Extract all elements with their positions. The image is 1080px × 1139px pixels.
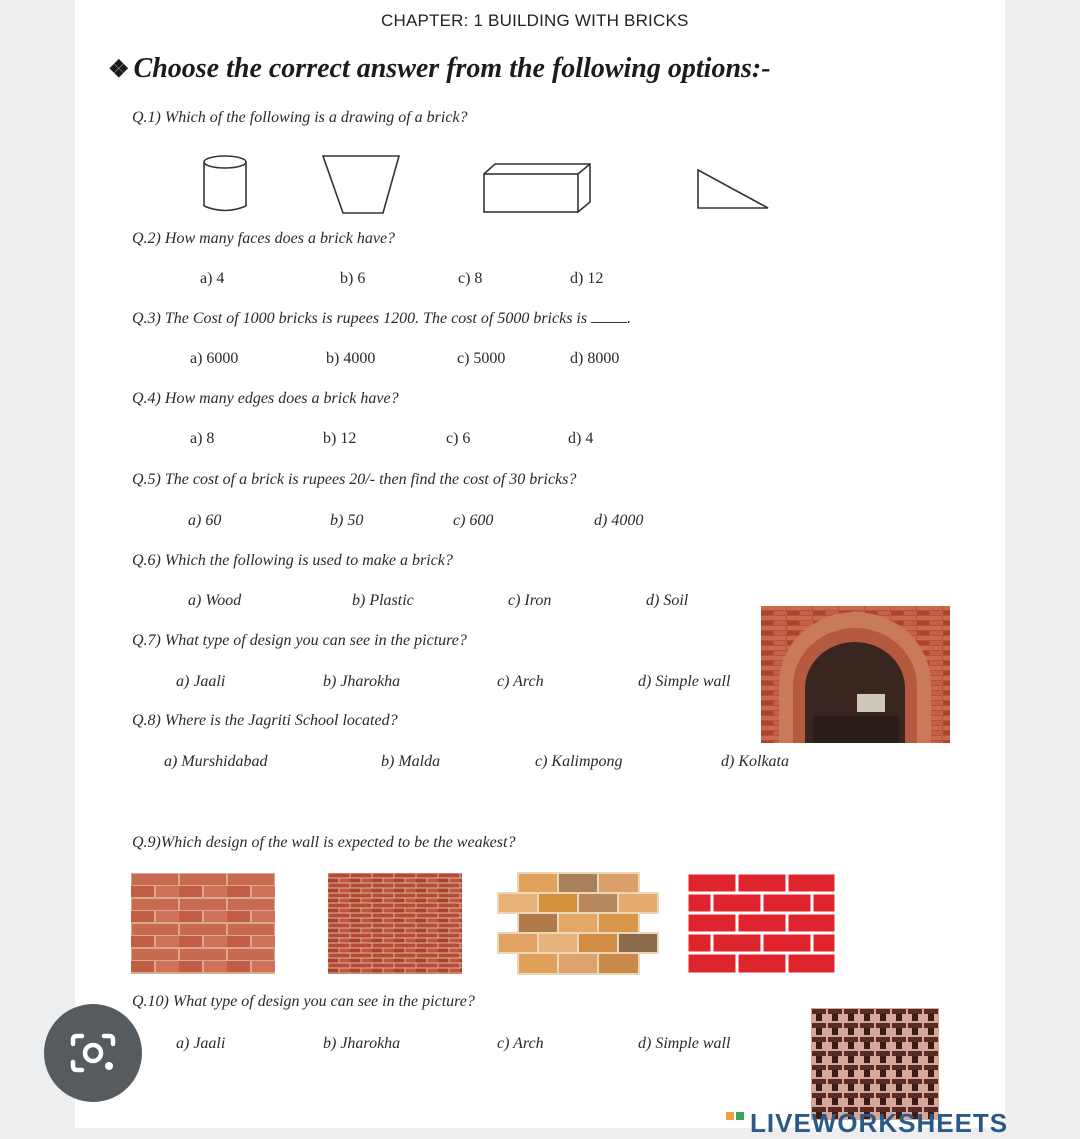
q10-option-a[interactable]: a) Jaali bbox=[176, 1035, 226, 1052]
q2-option-d[interactable]: d) 12 bbox=[570, 270, 604, 287]
jaali-picture bbox=[811, 1008, 939, 1120]
q2-option-b[interactable]: b) 6 bbox=[340, 270, 366, 287]
q4-option-d[interactable]: d) 4 bbox=[568, 430, 594, 447]
q10-option-c[interactable]: c) Arch bbox=[497, 1035, 544, 1052]
q6-option-b[interactable]: b) Plastic bbox=[352, 592, 414, 609]
q2-option-a[interactable]: a) 4 bbox=[200, 270, 225, 287]
q5-option-b[interactable]: b) 50 bbox=[330, 512, 364, 529]
q5-option-a[interactable]: a) 60 bbox=[188, 512, 222, 529]
question-10: Q.10) What type of design you can see in the picture? bbox=[132, 993, 475, 1010]
q3-option-d[interactable]: d) 8000 bbox=[570, 350, 620, 367]
chapter-title: CHAPTER: 1 BUILDING WITH BRICKS bbox=[381, 11, 689, 30]
wall-option-4[interactable] bbox=[687, 873, 836, 974]
watermark-mark-icon-2 bbox=[736, 1112, 744, 1120]
question-7: Q.7) What type of design you can see in the picture? bbox=[132, 632, 467, 649]
instruction-text: Choose the correct answer from the following options:- bbox=[133, 53, 771, 84]
question-9: Q.9)Which design of the wall is expected to be the weakest? bbox=[132, 834, 516, 851]
question-5: Q.5) The cost of a brick is rupees 20/- then find the cost of 30 bricks? bbox=[132, 471, 577, 488]
question-8: Q.8) Where is the Jagriti School located? bbox=[132, 712, 398, 729]
q8-option-d[interactable]: d) Kolkata bbox=[721, 753, 789, 770]
trapezium-shape[interactable] bbox=[323, 156, 399, 213]
camera-search-button[interactable] bbox=[44, 1004, 142, 1102]
triangle-shape[interactable] bbox=[698, 170, 768, 208]
wall-option-1[interactable] bbox=[131, 873, 275, 974]
q6-option-a[interactable]: a) Wood bbox=[188, 592, 242, 609]
answer-blank[interactable] bbox=[591, 322, 627, 323]
q3-option-a[interactable]: a) 6000 bbox=[190, 350, 239, 367]
question-4: Q.4) How many edges does a brick have? bbox=[132, 390, 399, 407]
q3-option-b[interactable]: b) 4000 bbox=[326, 350, 376, 367]
q4-option-c[interactable]: c) 6 bbox=[446, 430, 471, 447]
q8-option-a[interactable]: a) Murshidabad bbox=[164, 753, 268, 770]
q6-option-c[interactable]: c) Iron bbox=[508, 592, 552, 609]
question-3-end: . bbox=[627, 310, 632, 327]
q4-option-a[interactable]: a) 8 bbox=[190, 430, 215, 447]
question-3-text: Q.3) The Cost of 1000 bricks is rupees 1200. The cost of 5000 bricks is bbox=[132, 310, 588, 327]
question-1: Q.1) Which of the following is a drawing of a brick? bbox=[132, 109, 468, 126]
q8-option-b[interactable]: b) Malda bbox=[381, 753, 441, 770]
q1-shape-options bbox=[0, 0, 1080, 230]
bullet-icon: ❖ bbox=[108, 57, 130, 83]
watermark-mark-icon bbox=[726, 1112, 734, 1120]
wall-option-3[interactable] bbox=[518, 873, 639, 974]
wall-option-2[interactable] bbox=[328, 873, 462, 974]
q5-option-c[interactable]: c) 600 bbox=[453, 512, 494, 529]
watermark-logo bbox=[726, 1108, 1008, 1139]
q4-option-b[interactable]: b) 12 bbox=[323, 430, 357, 447]
q3-option-c[interactable]: c) 5000 bbox=[457, 350, 506, 367]
cylinder-shape[interactable] bbox=[204, 156, 246, 211]
brick-arch-picture bbox=[761, 606, 950, 743]
question-3 bbox=[132, 310, 631, 328]
q7-option-b[interactable]: b) Jharokha bbox=[323, 673, 401, 690]
q7-option-d[interactable]: d) Simple wall bbox=[638, 673, 731, 690]
q7-option-c[interactable]: c) Arch bbox=[497, 673, 544, 690]
q5-option-d[interactable]: d) 4000 bbox=[594, 512, 644, 529]
watermark-text: LIVEWORKSHEETS bbox=[750, 1108, 1009, 1138]
q7-option-a[interactable]: a) Jaali bbox=[176, 673, 226, 690]
question-6: Q.6) Which the following is used to make a brick? bbox=[132, 552, 453, 569]
question-2: Q.2) How many faces does a brick have? bbox=[132, 230, 396, 247]
q10-option-d[interactable]: d) Simple wall bbox=[638, 1035, 731, 1052]
q6-option-d[interactable]: d) Soil bbox=[646, 592, 689, 609]
q2-option-c[interactable]: c) 8 bbox=[458, 270, 483, 287]
q8-option-c[interactable]: c) Kalimpong bbox=[535, 753, 623, 770]
camera-search-icon bbox=[67, 1030, 119, 1076]
q10-option-b[interactable]: b) Jharokha bbox=[323, 1035, 401, 1052]
cuboid-shape[interactable] bbox=[484, 164, 590, 212]
